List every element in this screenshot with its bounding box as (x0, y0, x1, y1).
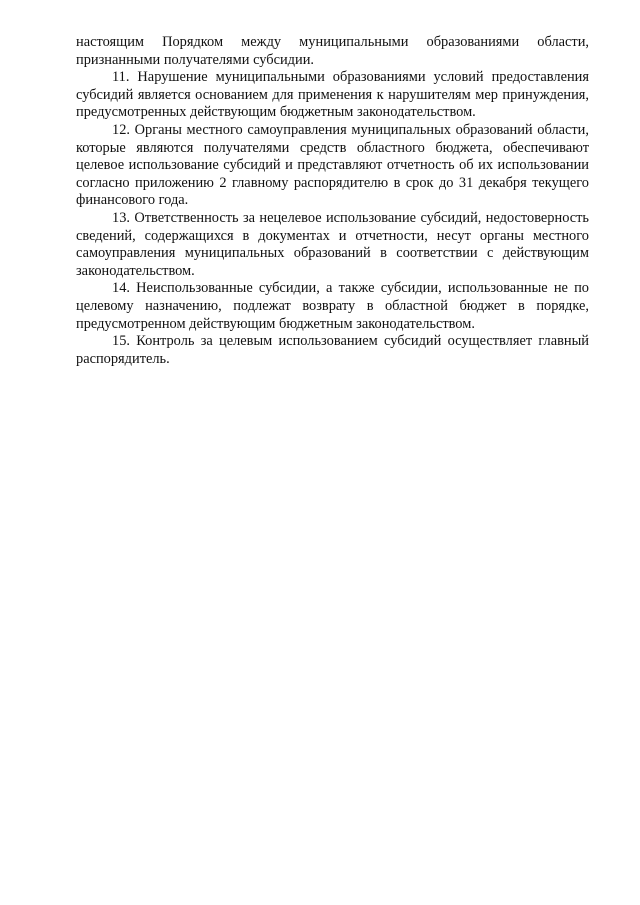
document-body (76, 34, 589, 368)
paragraph-11: 11. Нарушение муниципальными образованиями условий предоставления субсидий является основанием для применения к нарушителям мер принуждения, предусмотренных действующим бюджетным законодательством. (76, 69, 589, 121)
paragraph-13: 13. Ответственность за нецелевое использование субсидий, недостоверность сведений, содержащихся в документах и отчетности, несут органы местного самоуправления муниципальных образований в соответствии с действующим законодательством. (76, 209, 589, 279)
paragraph-14: 14. Неиспользованные субсидии, а также субсидии, использованные не по целевому назначению, подлежат возврату в областной бюджет в порядке, предусмотренном действующим бюджетным законодательством. (76, 280, 589, 332)
paragraph-12: 12. Органы местного самоуправления муниципальных образований области, которые являются получателями средств областного бюджета, обеспечивают целевое использование субсидий и представляют отчетность об их использовании согласно приложению 2 главному распорядителю в срок до 31 декабря текущего финансового года. (76, 121, 589, 209)
paragraph-15: 15. Контроль за целевым использованием субсидий осуществляет главный распорядитель. (76, 333, 589, 367)
paragraph-continuation: настоящим Порядком между муниципальными образованиями области, признанными получателями субсидии. (76, 34, 589, 68)
